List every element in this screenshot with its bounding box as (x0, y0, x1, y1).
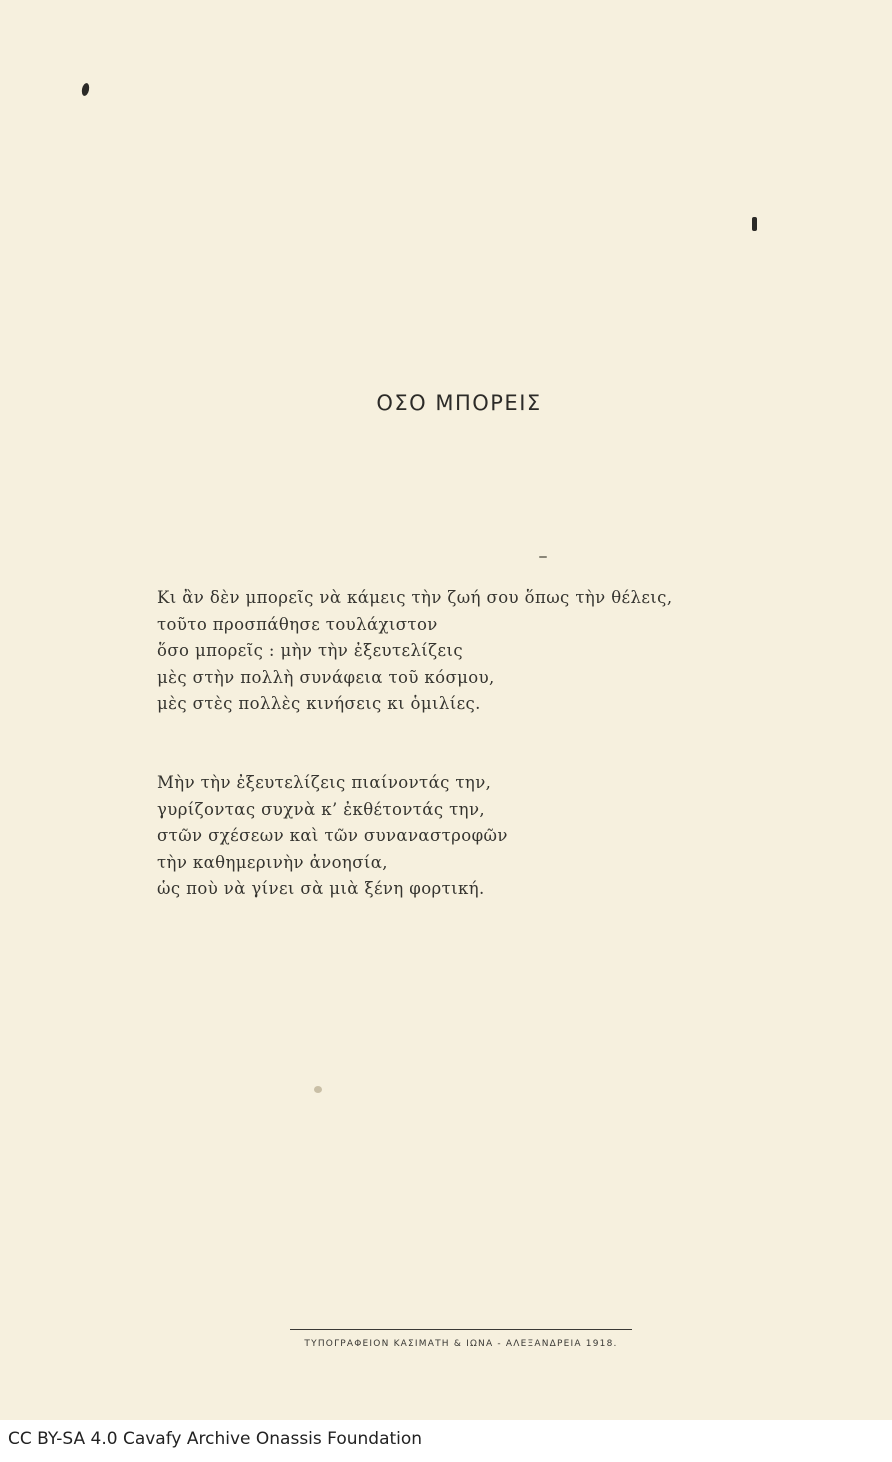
poem-line: μὲς στὲς πολλὲς κινήσεις κι ὁμιλίες. (157, 694, 481, 713)
poem-line: ὅσο μπορεῖς : μὴν τὴν ἐξευτελίζεις (157, 641, 463, 660)
ink-blot-mark (752, 217, 757, 231)
poem-stanza-1 (157, 585, 672, 718)
poem-line: Μὴν τὴν ἐξευτελίζεις πιαίνοντάς την, (157, 773, 492, 792)
ink-blot-mark (81, 82, 91, 96)
poem-line: τοῦτο προσπάθησε τουλάχιστον (157, 614, 438, 634)
poem-line: μὲς στὴν πολλὴ συνάφεια τοῦ κόσμου, (157, 667, 495, 687)
poem-line: ὡς ποὺ νὰ γίνει σὰ μιὰ ξένη φορτική. (157, 879, 485, 898)
poem-line: τὴν καθημερινὴν ἀνοησία, (157, 852, 388, 872)
license-credit: CC BY-SA 4.0 Cavafy Archive Onassis Foundation (8, 1429, 423, 1449)
poem-line: Κι ἂν δὲν μπορεῖς νὰ κάμεις τὴν ζωή σου ὅπως τὴν θέλεις, (157, 588, 673, 607)
ink-dash-mark (539, 556, 547, 558)
printer-imprint: ΤΥΠΟΓΡΑΦΕΙΟΝ ΚΑΣΙΜΑΤΗ & ΙΩΝΑ - ΑΛΕΞΑΝΔΡΕΙΑ 1918. (304, 1339, 618, 1349)
poem-title: ΟΣΟ ΜΠΟΡΕΙΣ (376, 391, 542, 415)
poem-stanza-2 (157, 770, 508, 903)
poem-line: στῶν σχέσεων καὶ τῶν συναναστροφῶν (157, 826, 508, 845)
poem-line: γυρίζοντας συχνὰ κ’ ἐκθέτοντάς την, (157, 799, 486, 819)
paper-stain-mark (314, 1086, 322, 1093)
imprint-divider (290, 1329, 632, 1330)
